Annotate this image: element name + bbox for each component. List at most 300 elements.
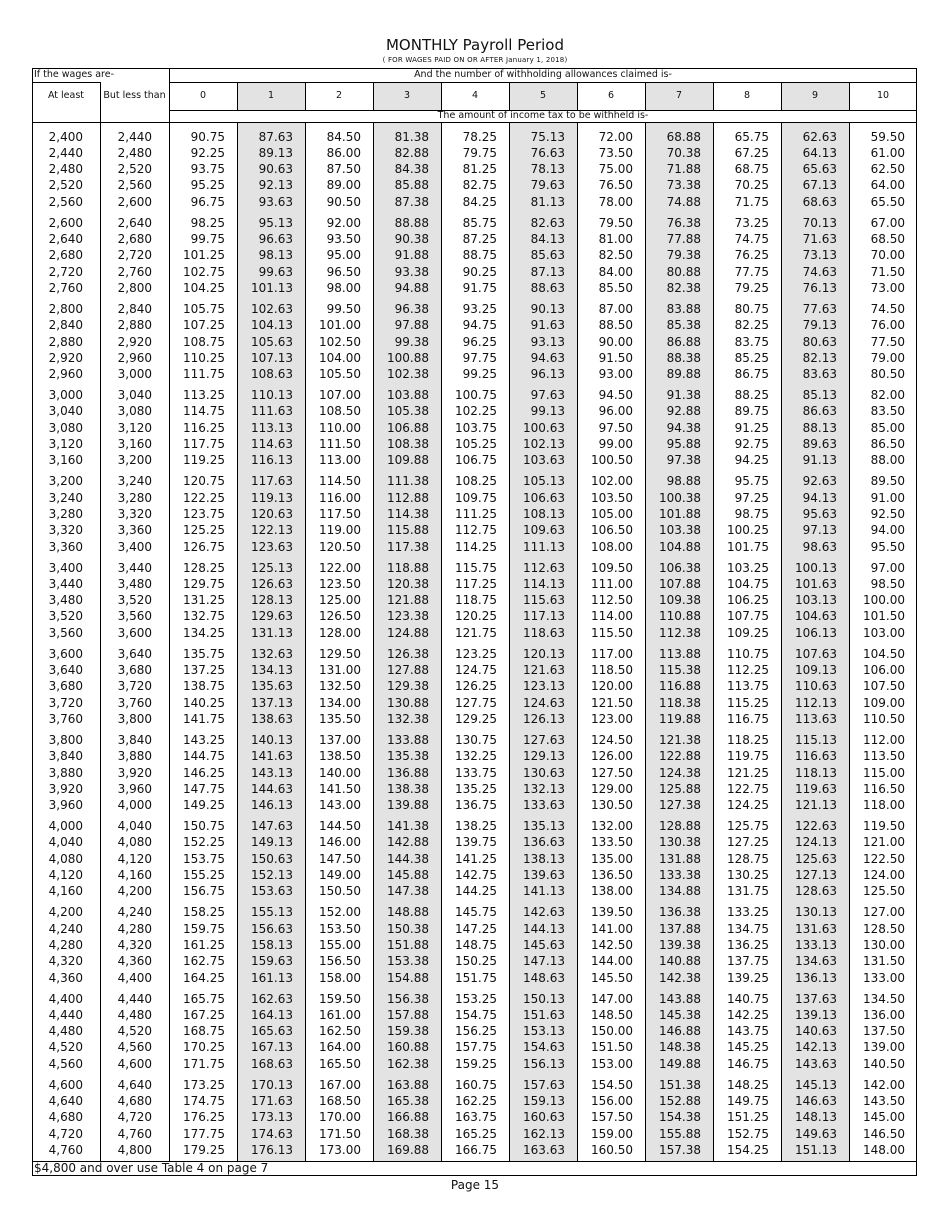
tax-amount-cell: 159.75 bbox=[183, 921, 225, 936]
tax-amount-cell: 123.00 bbox=[591, 711, 633, 726]
tax-amount-cell: 94.00 bbox=[870, 523, 905, 538]
tax-amount-cell: 142.63 bbox=[523, 905, 565, 920]
tax-amount-cell: 73.00 bbox=[870, 280, 905, 295]
tax-amount-cell: 157.38 bbox=[659, 1142, 701, 1157]
rule bbox=[169, 82, 917, 83]
tax-amount-cell: 132.50 bbox=[319, 679, 361, 694]
tax-amount-cell: 129.25 bbox=[455, 711, 497, 726]
tax-amount-cell: 111.13 bbox=[523, 539, 565, 554]
tax-amount-cell: 102.63 bbox=[251, 301, 293, 316]
tax-amount-cell: 87.50 bbox=[326, 162, 361, 177]
tax-amount-cell: 76.13 bbox=[802, 280, 837, 295]
tax-amount-cell: 86.88 bbox=[666, 334, 701, 349]
tax-amount-cell: 61.00 bbox=[870, 145, 905, 160]
tax-amount-cell: 145.25 bbox=[727, 1040, 769, 1055]
tax-amount-cell: 156.38 bbox=[387, 991, 429, 1006]
wage-at-least-cell: 3,560 bbox=[48, 625, 83, 640]
tax-amount-cell: 86.50 bbox=[870, 437, 905, 451]
tax-amount-cell: 139.75 bbox=[455, 835, 497, 850]
tax-amount-cell: 137.75 bbox=[727, 954, 769, 969]
tax-amount-cell: 141.13 bbox=[523, 884, 565, 899]
wage-less-than-cell: 2,880 bbox=[117, 318, 152, 333]
tax-amount-cell: 150.00 bbox=[591, 1024, 633, 1039]
tax-amount-cell: 76.50 bbox=[598, 178, 633, 193]
tax-amount-cell: 106.63 bbox=[523, 490, 565, 505]
tax-amount-cell: 109.38 bbox=[659, 593, 701, 608]
tax-amount-cell: 80.50 bbox=[870, 367, 905, 382]
wage-at-least-cell: 3,600 bbox=[48, 646, 83, 661]
tax-amount-cell: 148.00 bbox=[863, 1142, 905, 1157]
tax-amount-cell: 81.25 bbox=[462, 162, 497, 177]
tax-amount-cell: 85.00 bbox=[870, 420, 905, 435]
tax-amount-cell: 164.00 bbox=[319, 1040, 361, 1055]
tax-amount-cell: 140.75 bbox=[727, 991, 769, 1006]
tax-amount-cell: 80.88 bbox=[666, 264, 701, 279]
rule bbox=[32, 82, 100, 83]
tax-amount-cell: 114.50 bbox=[319, 474, 361, 489]
tax-amount-cell: 127.63 bbox=[523, 732, 565, 747]
tax-amount-cell: 94.38 bbox=[666, 420, 701, 435]
allowance-column-header: 9 bbox=[811, 90, 819, 101]
tax-amount-cell: 153.63 bbox=[251, 884, 293, 899]
tax-amount-cell: 95.13 bbox=[258, 215, 293, 230]
tax-amount-cell: 125.88 bbox=[659, 781, 701, 796]
tax-amount-cell: 101.75 bbox=[727, 539, 769, 554]
tax-amount-cell: 120.50 bbox=[319, 539, 361, 554]
tax-amount-cell: 163.63 bbox=[523, 1142, 565, 1157]
tax-amount-cell: 145.38 bbox=[659, 1007, 701, 1022]
tax-amount-cell: 76.25 bbox=[734, 248, 769, 263]
tax-amount-cell: 80.63 bbox=[802, 334, 837, 349]
tax-amount-cell: 103.38 bbox=[659, 523, 701, 538]
tax-amount-cell: 134.63 bbox=[795, 954, 837, 969]
tax-amount-cell: 92.13 bbox=[258, 178, 293, 193]
allowance-column-header: 1 bbox=[267, 90, 275, 101]
tax-amount-cell: 153.38 bbox=[387, 954, 429, 969]
wage-at-least-cell: 3,640 bbox=[48, 663, 83, 677]
tax-amount-cell: 111.63 bbox=[251, 404, 293, 419]
allowance-column-header: 5 bbox=[539, 90, 547, 101]
tax-amount-cell: 179.25 bbox=[183, 1142, 225, 1157]
tax-amount-cell: 143.25 bbox=[183, 732, 225, 747]
tax-amount-cell: 129.50 bbox=[319, 646, 361, 661]
tax-amount-cell: 143.00 bbox=[319, 798, 361, 813]
tax-amount-cell: 145.63 bbox=[523, 937, 565, 952]
tax-amount-cell: 134.25 bbox=[183, 625, 225, 640]
tax-amount-cell: 136.13 bbox=[795, 970, 837, 985]
wage-less-than-cell: 3,240 bbox=[117, 474, 152, 489]
wage-at-least-cell: 2,880 bbox=[48, 334, 83, 349]
tax-amount-cell: 119.63 bbox=[795, 781, 837, 796]
wage-less-than-cell: 3,160 bbox=[117, 437, 152, 451]
tax-amount-cell: 140.88 bbox=[659, 954, 701, 969]
tax-amount-cell: 102.50 bbox=[319, 334, 361, 349]
tax-amount-cell: 113.13 bbox=[251, 420, 293, 435]
wage-at-least-cell: 4,440 bbox=[48, 1007, 83, 1022]
tax-amount-cell: 136.50 bbox=[591, 868, 633, 882]
tax-amount-cell: 115.63 bbox=[523, 593, 565, 608]
tax-amount-cell: 155.25 bbox=[183, 868, 225, 882]
tax-amount-cell: 150.38 bbox=[387, 921, 429, 936]
tax-amount-cell: 88.88 bbox=[394, 215, 429, 230]
tax-amount-cell: 115.13 bbox=[795, 732, 837, 747]
tax-amount-cell: 139.25 bbox=[727, 970, 769, 985]
tax-amount-cell: 93.63 bbox=[258, 194, 293, 209]
wage-at-least-cell: 4,360 bbox=[48, 970, 83, 985]
wage-less-than-cell: 4,120 bbox=[117, 851, 152, 866]
tax-amount-cell: 91.75 bbox=[462, 280, 497, 295]
tax-amount-cell: 82.50 bbox=[598, 248, 633, 263]
tax-amount-cell: 130.13 bbox=[795, 905, 837, 920]
tax-amount-cell: 98.00 bbox=[326, 280, 361, 295]
tax-amount-cell: 74.50 bbox=[870, 301, 905, 316]
tax-amount-cell: 85.88 bbox=[394, 178, 429, 193]
tax-amount-cell: 101.00 bbox=[319, 318, 361, 333]
tax-amount-cell: 88.63 bbox=[530, 280, 565, 295]
tax-amount-cell: 160.88 bbox=[387, 1040, 429, 1055]
tax-amount-cell: 106.50 bbox=[591, 523, 633, 538]
tax-amount-cell: 142.50 bbox=[591, 937, 633, 952]
tax-amount-cell: 90.00 bbox=[598, 334, 633, 349]
tax-amount-cell: 104.13 bbox=[251, 318, 293, 333]
tax-amount-cell: 131.00 bbox=[319, 663, 361, 677]
tax-amount-cell: 129.13 bbox=[523, 749, 565, 764]
tax-amount-cell: 151.63 bbox=[523, 1007, 565, 1022]
tax-amount-cell: 127.25 bbox=[727, 835, 769, 850]
tax-amount-cell: 82.63 bbox=[530, 215, 565, 230]
tax-amount-cell: 105.50 bbox=[319, 367, 361, 382]
tax-amount-cell: 106.00 bbox=[863, 663, 905, 677]
tax-amount-cell: 127.38 bbox=[659, 798, 701, 813]
tax-amount-cell: 121.00 bbox=[863, 835, 905, 850]
tax-amount-cell: 135.38 bbox=[387, 749, 429, 764]
tax-amount-cell: 73.13 bbox=[802, 248, 837, 263]
tax-amount-cell: 148.63 bbox=[523, 970, 565, 985]
tax-amount-cell: 107.63 bbox=[795, 646, 837, 661]
tax-amount-cell: 88.38 bbox=[666, 350, 701, 365]
tax-amount-cell: 115.00 bbox=[863, 765, 905, 780]
wage-at-least-cell: 4,400 bbox=[48, 991, 83, 1006]
tax-amount-cell: 143.63 bbox=[795, 1056, 837, 1071]
tax-amount-cell: 120.38 bbox=[387, 576, 429, 591]
tax-amount-cell: 116.13 bbox=[251, 453, 293, 468]
tax-amount-cell: 111.38 bbox=[387, 474, 429, 489]
tax-amount-cell: 153.25 bbox=[455, 991, 497, 1006]
tax-amount-cell: 125.63 bbox=[795, 851, 837, 866]
tax-amount-cell: 93.00 bbox=[598, 367, 633, 382]
tax-amount-cell: 65.75 bbox=[734, 129, 769, 144]
wage-at-least-cell: 4,640 bbox=[48, 1094, 83, 1108]
allowance-column-header: 2 bbox=[335, 90, 343, 101]
tax-amount-cell: 126.75 bbox=[183, 539, 225, 554]
tax-amount-cell: 115.38 bbox=[659, 663, 701, 677]
tax-amount-cell: 89.00 bbox=[326, 178, 361, 193]
tax-amount-cell: 128.63 bbox=[795, 884, 837, 899]
tax-amount-cell: 173.25 bbox=[183, 1077, 225, 1092]
wage-at-least-cell: 2,960 bbox=[48, 367, 83, 382]
tax-amount-cell: 131.25 bbox=[183, 593, 225, 608]
wage-at-least-cell: 3,880 bbox=[48, 765, 83, 780]
wage-at-least-cell: 4,760 bbox=[48, 1142, 83, 1157]
tax-amount-cell: 97.88 bbox=[394, 318, 429, 333]
wage-less-than-cell: 4,800 bbox=[117, 1142, 152, 1157]
wage-less-than-cell: 3,000 bbox=[117, 367, 152, 382]
tax-amount-cell: 139.63 bbox=[523, 868, 565, 882]
tax-amount-cell: 139.50 bbox=[591, 905, 633, 920]
footnote: $4,800 and over use Table 4 on page 7 bbox=[34, 1161, 269, 1175]
tax-amount-cell: 110.88 bbox=[659, 609, 701, 624]
tax-amount-cell: 131.63 bbox=[795, 921, 837, 936]
tax-amount-cell: 75.13 bbox=[530, 129, 565, 144]
tax-amount-cell: 129.38 bbox=[387, 679, 429, 694]
tax-amount-cell: 165.38 bbox=[387, 1094, 429, 1108]
tax-amount-cell: 131.75 bbox=[727, 884, 769, 899]
tax-amount-cell: 165.25 bbox=[455, 1126, 497, 1141]
but-less-than-header: But less than bbox=[103, 90, 166, 101]
wage-at-least-cell: 2,680 bbox=[48, 248, 83, 263]
tax-amount-cell: 84.00 bbox=[598, 264, 633, 279]
tax-amount-cell: 122.13 bbox=[251, 523, 293, 538]
tax-amount-cell: 133.63 bbox=[523, 798, 565, 813]
tax-amount-cell: 143.88 bbox=[659, 991, 701, 1006]
tax-amount-cell: 151.50 bbox=[591, 1040, 633, 1055]
tax-amount-cell: 121.13 bbox=[795, 798, 837, 813]
tax-amount-cell: 112.13 bbox=[795, 695, 837, 710]
tax-amount-cell: 130.00 bbox=[863, 937, 905, 952]
tax-amount-cell: 144.50 bbox=[319, 819, 361, 834]
tax-amount-cell: 132.00 bbox=[591, 819, 633, 834]
tax-amount-cell: 135.25 bbox=[455, 781, 497, 796]
tax-amount-cell: 72.00 bbox=[598, 129, 633, 144]
tax-amount-cell: 148.13 bbox=[795, 1110, 837, 1125]
tax-amount-cell: 146.63 bbox=[795, 1094, 837, 1108]
wage-at-least-cell: 2,560 bbox=[48, 194, 83, 209]
wage-at-least-cell: 4,560 bbox=[48, 1056, 83, 1071]
tax-amount-cell: 130.88 bbox=[387, 695, 429, 710]
tax-amount-cell: 70.25 bbox=[734, 178, 769, 193]
tax-amount-cell: 154.88 bbox=[387, 970, 429, 985]
tax-amount-cell: 109.13 bbox=[795, 663, 837, 677]
tax-amount-cell: 108.13 bbox=[523, 506, 565, 521]
allowance-column-header: 0 bbox=[199, 90, 207, 101]
tax-amount-cell: 140.13 bbox=[251, 732, 293, 747]
tax-amount-cell: 78.25 bbox=[462, 129, 497, 144]
wage-at-least-cell: 4,120 bbox=[48, 868, 83, 882]
tax-amount-cell: 150.50 bbox=[319, 884, 361, 899]
tax-amount-cell: 156.63 bbox=[251, 921, 293, 936]
tax-amount-cell: 110.63 bbox=[795, 679, 837, 694]
tax-amount-cell: 127.00 bbox=[863, 905, 905, 920]
tax-amount-cell: 123.50 bbox=[319, 576, 361, 591]
tax-amount-cell: 148.38 bbox=[659, 1040, 701, 1055]
tax-amount-cell: 100.38 bbox=[659, 490, 701, 505]
tax-amount-cell: 89.75 bbox=[734, 404, 769, 419]
tax-amount-cell: 140.25 bbox=[183, 695, 225, 710]
wage-less-than-cell: 4,640 bbox=[117, 1077, 152, 1092]
tax-amount-cell: 90.50 bbox=[326, 194, 361, 209]
tax-amount-cell: 117.00 bbox=[591, 646, 633, 661]
wage-less-than-cell: 4,400 bbox=[117, 970, 152, 985]
wage-at-least-cell: 3,960 bbox=[48, 798, 83, 813]
tax-amount-cell: 82.13 bbox=[802, 350, 837, 365]
tax-amount-cell: 113.00 bbox=[319, 453, 361, 468]
tax-amount-cell: 106.75 bbox=[455, 453, 497, 468]
tax-amount-cell: 101.50 bbox=[863, 609, 905, 624]
tax-amount-cell: 94.13 bbox=[802, 490, 837, 505]
tax-amount-cell: 105.25 bbox=[455, 437, 497, 451]
tax-amount-cell: 99.13 bbox=[530, 404, 565, 419]
tax-amount-cell: 73.25 bbox=[734, 215, 769, 230]
tax-amount-cell: 142.38 bbox=[659, 970, 701, 985]
tax-amount-cell: 123.25 bbox=[455, 646, 497, 661]
tax-amount-cell: 120.63 bbox=[251, 506, 293, 521]
tax-amount-cell: 109.25 bbox=[727, 625, 769, 640]
tax-amount-cell: 98.75 bbox=[734, 506, 769, 521]
tax-amount-cell: 133.13 bbox=[795, 937, 837, 952]
wage-less-than-cell: 4,040 bbox=[117, 819, 152, 834]
tax-amount-cell: 131.50 bbox=[863, 954, 905, 969]
wage-less-than-cell: 3,600 bbox=[117, 625, 152, 640]
tax-amount-cell: 137.50 bbox=[863, 1024, 905, 1039]
tax-amount-cell: 154.50 bbox=[591, 1077, 633, 1092]
tax-amount-cell: 123.13 bbox=[523, 679, 565, 694]
tax-amount-cell: 96.25 bbox=[462, 334, 497, 349]
wage-at-least-cell: 2,600 bbox=[48, 215, 83, 230]
tax-amount-cell: 78.13 bbox=[530, 162, 565, 177]
tax-amount-cell: 99.63 bbox=[258, 264, 293, 279]
wage-less-than-cell: 2,920 bbox=[117, 334, 152, 349]
tax-amount-cell: 162.63 bbox=[251, 991, 293, 1006]
tax-amount-cell: 92.00 bbox=[326, 215, 361, 230]
tax-amount-cell: 97.38 bbox=[666, 453, 701, 468]
tax-amount-cell: 110.50 bbox=[863, 711, 905, 726]
tax-amount-cell: 116.25 bbox=[183, 420, 225, 435]
wage-less-than-cell: 2,480 bbox=[117, 145, 152, 160]
tax-amount-cell: 97.13 bbox=[802, 523, 837, 538]
tax-amount-cell: 82.25 bbox=[734, 318, 769, 333]
allowance-column-header: 3 bbox=[403, 90, 411, 101]
tax-amount-cell: 151.13 bbox=[795, 1142, 837, 1157]
wage-at-least-cell: 2,920 bbox=[48, 350, 83, 365]
tax-amount-cell: 93.13 bbox=[530, 334, 565, 349]
tax-amount-cell: 70.13 bbox=[802, 215, 837, 230]
tax-amount-cell: 152.00 bbox=[319, 905, 361, 920]
tax-amount-cell: 118.75 bbox=[455, 593, 497, 608]
tax-amount-cell: 127.13 bbox=[795, 868, 837, 882]
wage-less-than-cell: 3,800 bbox=[117, 711, 152, 726]
tax-amount-cell: 65.50 bbox=[870, 194, 905, 209]
tax-amount-cell: 101.63 bbox=[795, 576, 837, 591]
tax-amount-cell: 126.63 bbox=[251, 576, 293, 591]
tax-amount-cell: 162.50 bbox=[319, 1024, 361, 1039]
tax-amount-cell: 148.88 bbox=[387, 905, 429, 920]
wage-less-than-cell: 4,280 bbox=[117, 921, 152, 936]
wage-less-than-cell: 3,120 bbox=[117, 420, 152, 435]
tax-amount-cell: 104.50 bbox=[863, 646, 905, 661]
tax-amount-cell: 139.13 bbox=[795, 1007, 837, 1022]
wage-at-least-cell: 2,640 bbox=[48, 232, 83, 246]
tax-amount-cell: 161.00 bbox=[319, 1007, 361, 1022]
tax-amount-cell: 139.88 bbox=[387, 798, 429, 813]
tax-amount-cell: 79.13 bbox=[802, 318, 837, 333]
wage-at-least-cell: 2,440 bbox=[48, 145, 83, 160]
tax-amount-cell: 122.88 bbox=[659, 749, 701, 764]
tax-amount-cell: 71.63 bbox=[802, 232, 837, 246]
wage-less-than-cell: 3,480 bbox=[117, 576, 152, 591]
tax-amount-cell: 79.75 bbox=[462, 145, 497, 160]
tax-amount-cell: 74.88 bbox=[666, 194, 701, 209]
tax-amount-cell: 104.63 bbox=[795, 609, 837, 624]
tax-amount-cell: 150.25 bbox=[455, 954, 497, 969]
page-title: MONTHLY Payroll Period bbox=[385, 36, 565, 54]
tax-amount-cell: 138.38 bbox=[387, 781, 429, 796]
tax-amount-cell: 110.00 bbox=[319, 420, 361, 435]
tax-amount-cell: 137.63 bbox=[795, 991, 837, 1006]
wage-less-than-cell: 3,440 bbox=[117, 560, 152, 575]
tax-amount-cell: 139.00 bbox=[863, 1040, 905, 1055]
tax-amount-cell: 77.63 bbox=[802, 301, 837, 316]
tax-amount-cell: 127.75 bbox=[455, 695, 497, 710]
tax-amount-cell: 109.63 bbox=[523, 523, 565, 538]
wage-less-than-cell: 3,280 bbox=[117, 490, 152, 505]
tax-amount-cell: 177.75 bbox=[183, 1126, 225, 1141]
tax-amount-cell: 152.13 bbox=[251, 868, 293, 882]
tax-amount-cell: 94.63 bbox=[530, 350, 565, 365]
tax-amount-cell: 160.75 bbox=[455, 1077, 497, 1092]
tax-amount-cell: 75.00 bbox=[598, 162, 633, 177]
tax-amount-cell: 103.13 bbox=[795, 593, 837, 608]
tax-amount-cell: 174.63 bbox=[251, 1126, 293, 1141]
tax-amount-cell: 90.38 bbox=[394, 232, 429, 246]
wage-at-least-cell: 2,800 bbox=[48, 301, 83, 316]
tax-amount-cell: 144.38 bbox=[387, 851, 429, 866]
wage-less-than-cell: 4,760 bbox=[117, 1126, 152, 1141]
tax-amount-cell: 125.13 bbox=[251, 560, 293, 575]
tax-amount-cell: 125.75 bbox=[727, 819, 769, 834]
tax-amount-cell: 114.00 bbox=[591, 609, 633, 624]
wage-less-than-cell: 4,360 bbox=[117, 954, 152, 969]
tax-amount-cell: 73.50 bbox=[598, 145, 633, 160]
tax-amount-cell: 150.75 bbox=[183, 819, 225, 834]
tax-amount-cell: 150.63 bbox=[251, 851, 293, 866]
tax-amount-cell: 95.00 bbox=[326, 248, 361, 263]
tax-amount-cell: 149.88 bbox=[659, 1056, 701, 1071]
tax-amount-cell: 142.00 bbox=[863, 1077, 905, 1092]
tax-amount-cell: 76.00 bbox=[870, 318, 905, 333]
wage-at-least-cell: 3,400 bbox=[48, 560, 83, 575]
tax-amount-cell: 137.13 bbox=[251, 695, 293, 710]
tax-amount-cell: 110.13 bbox=[251, 388, 293, 403]
tax-amount-cell: 145.88 bbox=[387, 868, 429, 882]
tax-amount-cell: 122.00 bbox=[319, 560, 361, 575]
tax-amount-cell: 68.75 bbox=[734, 162, 769, 177]
tax-amount-cell: 106.88 bbox=[387, 420, 429, 435]
tax-amount-cell: 77.88 bbox=[666, 232, 701, 246]
tax-amount-cell: 99.38 bbox=[394, 334, 429, 349]
tax-amount-cell: 83.75 bbox=[734, 334, 769, 349]
tax-amount-cell: 121.50 bbox=[591, 695, 633, 710]
tax-amount-cell: 134.00 bbox=[319, 695, 361, 710]
tax-amount-cell: 84.25 bbox=[462, 194, 497, 209]
tax-amount-cell: 160.50 bbox=[591, 1142, 633, 1157]
wage-at-least-cell: 4,200 bbox=[48, 905, 83, 920]
tax-amount-cell: 121.88 bbox=[387, 593, 429, 608]
tax-amount-cell: 105.75 bbox=[183, 301, 225, 316]
wage-at-least-cell: 2,400 bbox=[48, 129, 83, 144]
tax-amount-cell: 140.63 bbox=[795, 1024, 837, 1039]
tax-amount-cell: 95.25 bbox=[190, 178, 225, 193]
page-subtitle: ( FOR WAGES PAID ON OR AFTER January 1, 2018) bbox=[382, 56, 568, 64]
